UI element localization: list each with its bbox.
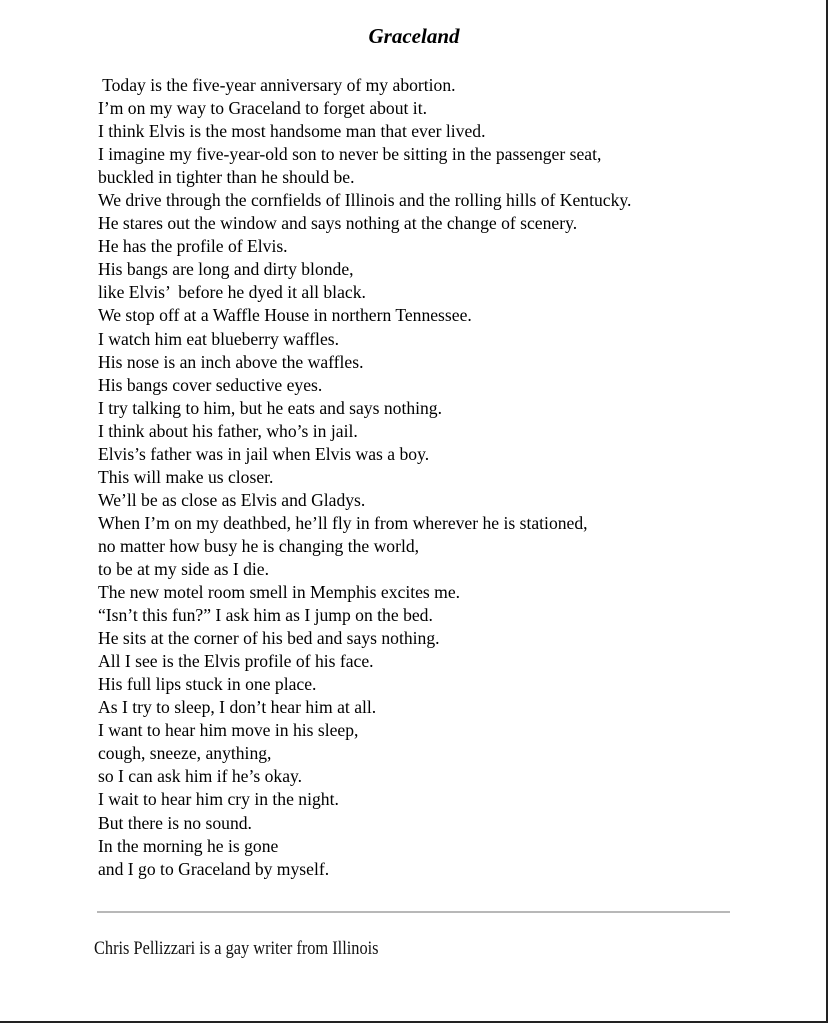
poem-line: We stop off at a Waffle House in northern Tennessee. bbox=[98, 305, 472, 326]
poem-line: His full lips stuck in one place. bbox=[98, 674, 317, 695]
poem-line: I try talking to him, but he eats and says nothing. bbox=[98, 397, 443, 418]
poem-line: All I see is the Elvis profile of his face. bbox=[98, 651, 374, 672]
poem-line: I think about his father, who’s in jail. bbox=[98, 420, 358, 441]
poem-line: like Elvis’ before he dyed it all black. bbox=[98, 282, 366, 303]
poem-line: I want to hear him move in his sleep, bbox=[98, 720, 359, 741]
poem-line: so I can ask him if he’s okay. bbox=[98, 766, 303, 787]
poem-line: I think Elvis is the most handsome man that ever lived. bbox=[98, 121, 486, 142]
poem-line: His bangs are long and dirty blonde, bbox=[98, 259, 354, 280]
poem-line: This will make us closer. bbox=[98, 466, 274, 487]
poem-line: We drive through the cornfields of Illinois and the rolling hills of Kentucky. bbox=[98, 190, 632, 211]
poem-line: and I go to Graceland by myself. bbox=[98, 858, 330, 879]
poem-line: no matter how busy he is changing the world, bbox=[98, 535, 420, 556]
poem-line: When I’m on my deathbed, he’ll fly in from wherever he is stationed, bbox=[98, 512, 588, 533]
poem-line: His nose is an inch above the waffles. bbox=[98, 351, 364, 372]
poem-line: His bangs cover seductive eyes. bbox=[98, 374, 323, 395]
poem-line: But there is no sound. bbox=[98, 812, 252, 833]
author-bio: Chris Pellizzari is a gay writer from Illinois bbox=[94, 938, 379, 959]
poem-line: In the morning he is gone bbox=[98, 835, 279, 856]
poem-line: “Isn’t this fun?” I ask him as I jump on the bed. bbox=[98, 605, 433, 626]
poem-title: Graceland bbox=[368, 24, 460, 48]
poem-line: I’m on my way to Graceland to forget about it. bbox=[98, 98, 427, 119]
poem-line: I imagine my five-year-old son to never be sitting in the passenger seat, bbox=[98, 144, 602, 165]
poem-line: As I try to sleep, I don’t hear him at all. bbox=[98, 697, 377, 718]
poem-line: We’ll be as close as Elvis and Gladys. bbox=[98, 489, 366, 510]
poem-line: The new motel room smell in Memphis excites me. bbox=[98, 582, 461, 603]
poem-line: buckled in tighter than he should be. bbox=[98, 167, 355, 188]
poem-line: I wait to hear him cry in the night. bbox=[98, 789, 339, 810]
poem-line: He stares out the window and says nothing at the change of scenery. bbox=[98, 213, 578, 234]
poem-line: Today is the five-year anniversary of my abortion. bbox=[98, 75, 456, 95]
separator-line bbox=[97, 911, 730, 913]
poem-line: cough, sneeze, anything, bbox=[98, 743, 272, 764]
poem-line: Elvis’s father was in jail when Elvis was a boy. bbox=[98, 443, 430, 464]
poem-line: He sits at the corner of his bed and says nothing. bbox=[98, 628, 440, 649]
poem-line: to be at my side as I die. bbox=[98, 558, 270, 579]
poem-body bbox=[98, 74, 631, 881]
poem-line: I watch him eat blueberry waffles. bbox=[98, 328, 340, 349]
poem-line: He has the profile of Elvis. bbox=[98, 236, 288, 257]
